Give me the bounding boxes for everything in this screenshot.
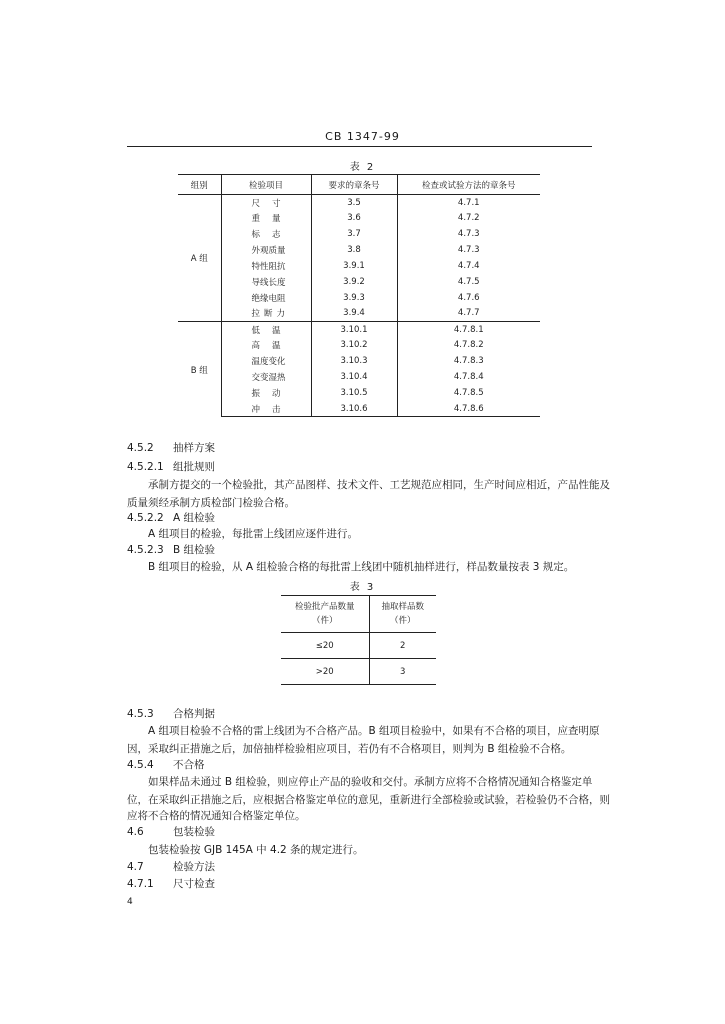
table-row <box>281 659 436 685</box>
section-number: 4.5.2.2 <box>127 512 164 524</box>
body-text: 如果样品未通过 B 组检验，则应停止产品的验收和交付。承制方应将不合格情况通知合格鉴定单 <box>148 776 593 788</box>
header-unit: （件） <box>311 616 338 626</box>
table-cell: 4.7.8.5 <box>397 385 540 401</box>
section-heading <box>127 758 205 772</box>
body-text: B 组项目的检验，从 A 组检验合格的每批雷上线团中随机抽样进行，样品数量按表 3 规定。 <box>148 561 575 573</box>
table-cell: 4.7.1 <box>397 195 540 211</box>
table-cell: 3.6 <box>311 210 397 226</box>
header-line: 抽取样品数 <box>381 602 424 612</box>
table-cell: 重量 <box>221 210 311 226</box>
section-title: 合格判据 <box>173 708 215 720</box>
table-row <box>178 369 540 385</box>
section-title: B 组检验 <box>173 544 216 556</box>
body-text: 承制方提交的一个检验批，其产品图样、技术文件、工艺规范应相同，生产时间应相近，产品性能及 <box>148 479 610 491</box>
col-header-lot-size <box>281 596 369 633</box>
table-cell: 3.8 <box>311 242 397 258</box>
table-row <box>178 226 540 242</box>
section-title: 尺寸检查 <box>173 878 215 890</box>
section-title: 组批规则 <box>173 461 215 473</box>
body-text: 位，在采取纠正措施之后，应根据合格鉴定单位的意见，重新进行全部检验或试验，若检验仍不合格，则 <box>127 794 610 806</box>
table-cell: 4.7.7 <box>397 306 540 322</box>
table-cell: 高温 <box>221 338 311 354</box>
page-number: 4 <box>127 897 133 907</box>
table-row <box>281 633 436 659</box>
section-heading <box>127 877 215 891</box>
table-row <box>178 401 540 417</box>
table-cell: 4.7.8.3 <box>397 353 540 369</box>
section-title: 包装检验 <box>173 826 215 838</box>
group-b-label: B 组 <box>178 322 221 417</box>
table-cell: 3.10.3 <box>311 353 397 369</box>
body-text: 质量须经承制方质检部门检验合格。 <box>127 497 295 509</box>
section-heading <box>127 707 215 721</box>
table-cell: 3.9.4 <box>311 306 397 322</box>
section-number: 4.5.4 <box>127 759 154 771</box>
table-row <box>178 353 540 369</box>
section-number: 4.6 <box>127 826 144 838</box>
section-heading <box>127 511 215 525</box>
table-cell: 3 <box>369 659 436 685</box>
col-header-sample-size <box>369 596 436 633</box>
body-text: A 组项目检验不合格的雷上线团为不合格产品。B 组项目检验中，如果有不合格的项目，应查明原 <box>148 725 600 737</box>
table-cell: 3.9.3 <box>311 290 397 306</box>
table-cell: 拉断力 <box>221 306 311 322</box>
table-cell: 交变湿热 <box>221 369 311 385</box>
section-title: 不合格 <box>173 759 205 771</box>
table-cell: 标志 <box>221 226 311 242</box>
table-3-caption: 表 3 <box>349 582 376 593</box>
table-cell: 4.7.6 <box>397 290 540 306</box>
header-line: 检验批产品数量 <box>294 602 355 612</box>
table-cell: 振动 <box>221 385 311 401</box>
table-cell: 4.7.2 <box>397 210 540 226</box>
table-cell: 4.7.3 <box>397 242 540 258</box>
section-number: 4.5.2.3 <box>127 544 164 556</box>
table-cell: 4.7.4 <box>397 258 540 274</box>
table-row <box>178 274 540 290</box>
section-number: 4.5.3 <box>127 708 154 720</box>
group-a-label: A 组 <box>178 195 221 322</box>
table-row <box>178 338 540 354</box>
table-cell: 3.5 <box>311 195 397 211</box>
body-text: 应将不合格的情况通知合格鉴定单位。 <box>127 810 306 822</box>
document-code: CB 1347-99 <box>325 130 400 143</box>
table-cell: 4.7.5 <box>397 274 540 290</box>
section-title: 抽样方案 <box>173 442 215 454</box>
table-header-row <box>281 596 436 633</box>
table-cell: 冲击 <box>221 401 311 417</box>
section-heading <box>127 441 215 455</box>
table-cell: 3.7 <box>311 226 397 242</box>
table-row <box>178 210 540 226</box>
body-text: 包装检验按 GJB 145A 中 4.2 条的规定进行。 <box>148 844 364 856</box>
table-2-caption: 表 2 <box>349 162 376 173</box>
table-cell: 3.10.1 <box>311 322 397 338</box>
table-cell: 尺寸 <box>221 195 311 211</box>
table-cell: 导线长度 <box>221 274 311 290</box>
section-heading <box>127 543 215 557</box>
table-cell: ≤20 <box>315 640 334 651</box>
section-number: 4.5.2 <box>127 442 154 454</box>
table-cell: 低温 <box>221 322 311 338</box>
table-row <box>178 258 540 274</box>
table-row <box>178 306 540 322</box>
header-unit: （件） <box>389 616 416 626</box>
section-heading <box>127 460 215 474</box>
table-cell: 绝缘电阻 <box>221 290 311 306</box>
table-cell: 3.10.5 <box>311 385 397 401</box>
table-cell: 温度变化 <box>221 353 311 369</box>
table-2 <box>178 174 540 417</box>
table-cell: 4.7.8.6 <box>397 401 540 417</box>
col-header-method: 检查或试验方法的章条号 <box>397 175 540 195</box>
table-cell: 3.9.2 <box>311 274 397 290</box>
table-cell: 3.10.2 <box>311 338 397 354</box>
table-cell: 4.7.3 <box>397 226 540 242</box>
header-rule <box>127 146 592 147</box>
table-3 <box>281 595 436 685</box>
table-cell: 3.9.1 <box>311 258 397 274</box>
section-title: A 组检验 <box>173 512 216 524</box>
table-cell: 外观质量 <box>221 242 311 258</box>
section-number: 4.7 <box>127 861 144 873</box>
body-text: A 组项目的检验，每批雷上线团应逐件进行。 <box>148 528 359 540</box>
section-number: 4.5.2.1 <box>127 461 164 473</box>
table-header-row <box>178 175 540 195</box>
table-row <box>178 322 540 338</box>
table-cell: 2 <box>369 633 436 659</box>
table-cell: 3.10.4 <box>311 369 397 385</box>
section-title: 检验方法 <box>173 861 215 873</box>
table-row <box>178 195 540 211</box>
col-header-requirement: 要求的章条号 <box>311 175 397 195</box>
table-cell: 4.7.8.1 <box>397 322 540 338</box>
section-heading <box>127 825 215 839</box>
col-header-group: 组别 <box>178 175 221 195</box>
table-row <box>178 242 540 258</box>
table-cell: 4.7.8.4 <box>397 369 540 385</box>
table-row <box>178 290 540 306</box>
table-cell: 4.7.8.2 <box>397 338 540 354</box>
col-header-item: 检验项目 <box>221 175 311 195</box>
table-cell: 特性阻抗 <box>221 258 311 274</box>
table-cell: >20 <box>281 659 369 685</box>
section-number: 4.7.1 <box>127 878 154 890</box>
section-heading <box>127 860 215 874</box>
body-text: 因，采取纠正措施之后，加倍抽样检验相应项目，若仍有不合格项目，则判为 B 组检验不合格。 <box>127 743 572 755</box>
table-cell: 3.10.6 <box>311 401 397 417</box>
table-row <box>178 385 540 401</box>
